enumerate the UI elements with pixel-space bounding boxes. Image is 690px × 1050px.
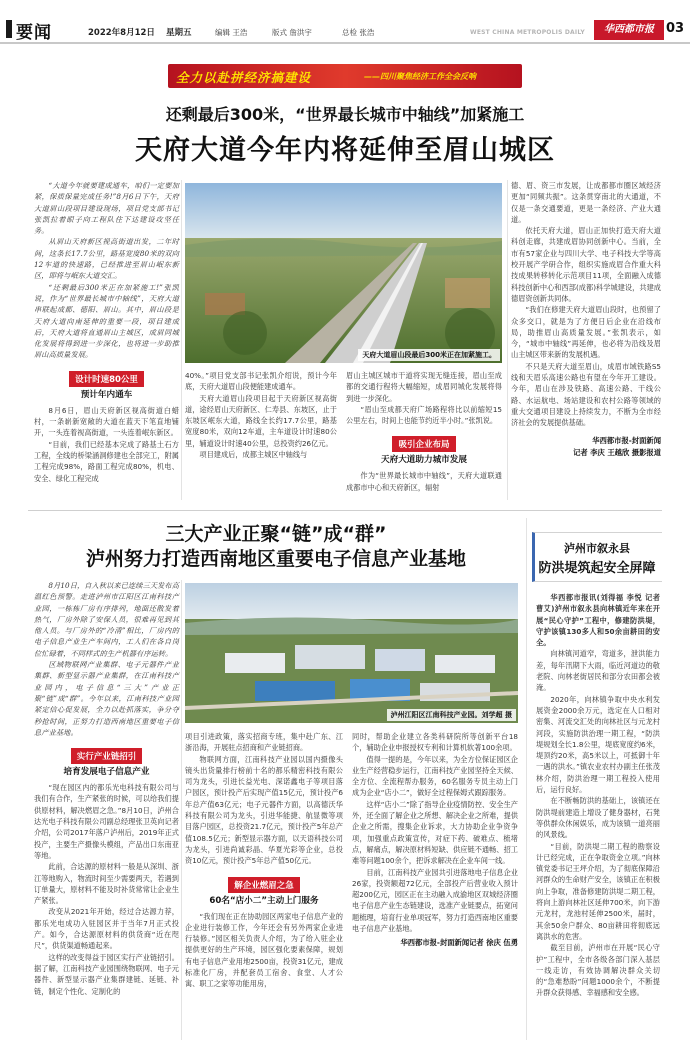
story1-col1-para: “还剩最后300米正在加紧施工!”张凯说，作为“世界最长城市中轴线”，天府大道串联起成都、德阳、眉山。其中，眉山段是天府大道向南延伸的重要一段，项目建成后，天府大道将直通眉山主城区，成眉同城化发展将得到进一步深化，也将进一步助推眉山高质量发展。 — [34, 282, 179, 360]
header-date: 2022年8月12日 — [88, 28, 155, 38]
column-divider — [507, 180, 508, 500]
industrial-park-photo-illustration — [185, 583, 518, 723]
story2-col1 — [34, 580, 179, 997]
story1-col4-para: 不只是天府大道至眉山，成眉市域铁路S5线和天眉乐高速公路也有望在今年开工建设。今年，眉山在涉及铁路、高速公路、干线公路、水运航电、场站建设和农村公路等领域的重大交通项目建设上持续发力，不断为全市经济社会的发展提供基础。 — [511, 361, 661, 428]
story1-kicker: 还剩最后300米，“世界最长城市中轴线”加紧施工 — [165, 105, 525, 124]
column-divider — [181, 180, 182, 500]
story1-subhead2-label: 吸引企业布局 — [392, 436, 455, 452]
story1-col4-para: 德、眉、资三市发展，让成都都市圈区域经济更加“同频共振”。这条贯穿南北的大通道，不仅是一条交通要道，更是一条经济、产业大通道。 — [511, 181, 661, 224]
story3-headline1: 泸州市叙永县 — [564, 542, 630, 555]
story1-col2-para: 项目建成后，成都主城区中轴线与 — [199, 450, 308, 460]
story2-col2-para: 项目引进政策，落实招商专班，集中赴广东、江浙沿海，开展驻点招商和产业链招商。 — [185, 732, 343, 753]
story1-subhead1-label: 设计时速80公里 — [69, 371, 144, 387]
story2-subhead2: 60名“店小二”主动上门服务 — [209, 895, 319, 906]
story2-photo-caption: 泸州江阳区江南科技产业园。刘学超 摄 — [387, 709, 516, 721]
column-divider — [181, 580, 182, 1040]
banner-title: 全力以赴拼经济搞建设 — [176, 70, 312, 85]
story2-col3-para: 这样“店小二”除了指导企业疫情防控、安全生产外，还全面了解企业之所想、解决企业之所难，提供企业之所需，搜集企业诉求，大力协助企业争资争项，加强重点政策宣传，对症下药、破难点、梳堵点，解痛点，解决原材料短缺、供应链不通畅、招工难等问题100余个，把诉求解决在企业车间一线。 — [352, 799, 518, 866]
story2-col1b-para: 这样的改变得益于园区实行产业链招引。据了解，江南科技产业园围绕物联网、电子元器件、新型显示器产业集群建链、延链、补链，制定个性化、定制化的 — [34, 952, 179, 996]
story1-col1-para: “大道今年就要建成通车，咱们一定要加紧，保质保量完成任务!”8月6日下午，天府大道眉山段项目建设现场，项目党支部书记张凯拉着眼子向工程队住下达建设攻坚任务。 — [34, 181, 179, 236]
story2-col1b-para: 改变从2021年开始，经过合达源力荐，都乐光电成功入驻园区并于当年7月正式投产。如今，合达源原材料的供货商“近在咫尺”，供货渠道畅通起来。 — [34, 907, 179, 951]
story2-col3-para: 值得一提的是，今年以来，为全方位保证园区企业生产经营稳步运行，江南科技产业园坚持全天候、全方位、全流程帮办服务，60名服务专员主动上门成为企业“店小二”，做好全过程保姆式跟踪服务。 — [352, 754, 518, 798]
story2-col2-para: 物联网方面，江南科技产业园以国内摄像头镜头出货量排行榜前十名的都乐精密科技有限公司为龙头，引进长益光电、深诺鑫电子等项目落户园区，预计投产后实现产值15亿元，预计投产6年总产值63亿元；电子元器件方面，以高德沃华科技有限公司为龙头，引进华能捷、航显微等项目落户园区，总投资21.7亿元，预计投产5年总产值108.5亿元；新型显示器方面，以天语科技公司为龙头，引进尚诚彩晶、华夏光彩等企业，总投资10亿元，预计投产5年总产值50亿元。 — [185, 754, 343, 866]
story2-headline2: 泸州努力打造西南地区重要电子信息产业基地 — [85, 548, 466, 570]
story1-byline-outlet: 华西都市报-封面新闻 — [592, 435, 661, 445]
story2-col3-para: 目前，江南科技产业园共引进落地电子信息企业26家，投资额超72亿元，全部投产后营业收入预计超200亿元，园区正在主动融入成渝地区双城经济圈电子信息产业生态链建设，选准产业链要点，拓宽问题梳理，培育行业单项冠军，努力打造西南地区重要电子信息产业基地。 — [352, 867, 518, 934]
story2-subhead1: 培育发展电子信息产业 — [63, 767, 150, 778]
story3-para: 2020年，向林镇争取中央水利发展资金2000余万元，选定在人口相对密集、河流交汇处的向林社区与元龙村河段，实施防洪治理一期工程，“防洪堤规划全长1.8公里，堤底宽度约6米，堤顶约20米，高5米以上，可抵御十年一遇的洪水。”镇农业农村办副主任张茂林介绍，防洪治理一期工程投入使用后，运行良好。 — [536, 694, 660, 795]
story3-headline2: 防洪堤筑起安全屏障 — [538, 561, 656, 576]
column-divider — [526, 518, 527, 1040]
story1-subhead2: 天府大道助力城市发展 — [381, 455, 467, 466]
story2-byline: 华西都市报-封面新闻记者 徐庆 伍勇 — [400, 938, 518, 948]
newspaper-logo: 华西都市报 — [594, 20, 664, 40]
story1-col4 — [511, 180, 661, 459]
header-layout-editor: 版式 詹洪宇 — [272, 28, 312, 37]
header-side-bar — [6, 20, 12, 38]
story-separator — [28, 510, 662, 511]
story1-byline — [511, 435, 661, 459]
road-photo-illustration — [185, 183, 502, 363]
story2-col1-para: 区域物联网产业集群、电子元器件产业集群、新型显示器产业集群，在江南科技产业园内，电子信息“三大”产业正聚“链”成“群”。今年以来，江南科技产业园紧定信心促发展，全力以赴抓落实，争分夺秒抢时间，正努力打造西南地区重要电子信息产业基地。 — [34, 660, 179, 737]
story1-col1b-para: “目前，我们已经基本完成了路基土石方工程，全线的桥梁涵洞修建也全部完工，附属工程完成98%，路面工程完成80%，机电、安全、绿化工程完成 — [34, 439, 179, 483]
page-header — [0, 0, 690, 44]
story1-byline-reporters: 记者 李庆 王越欣 摄影报道 — [573, 447, 661, 457]
story2-photo-park — [185, 583, 518, 723]
story2-col2 — [185, 731, 343, 990]
story3-box — [532, 520, 662, 1040]
story3-para: 华西都市报讯(刘得福 李悦 记者 曹艾)泸州市叙永县向林镇近年来在开展“民心守护”工程中，修建防洪堤，守护该镇130多人和50余亩耕田的安全。 — [536, 593, 660, 648]
header-english-name: WEST CHINA METROPOLIS DAILY — [470, 29, 585, 36]
topic-banner — [168, 64, 522, 88]
banner-subtitle: ——四川聚焦经济工作全会反响 — [364, 72, 476, 81]
story3-para: 在不断畅防洪的基础上，该镇还在防洪堤前建造上增设了健身器材，石凳等供群众休闲娱乐，成为该镇一道亮丽的风景线。 — [536, 796, 660, 840]
story1-col3b-para: 作为“世界最长城市中轴线”，天府大道联通成都市中心和天府新区，辐射 — [346, 471, 502, 492]
story1-col1-para: 从眉山天府新区视高街道出发，二年时间，这条长17.7公里，路基宽度80米的双向12车道的快速路，已经推进至眉山岷东新区，即将与岷东大道交汇。 — [34, 237, 179, 281]
story2-col3 — [352, 731, 518, 948]
story1-subhead1: 预计年内通车 — [80, 389, 133, 400]
story2-subhead2-label: 解企业燃眉之急 — [228, 877, 300, 893]
story1-col2-para: 天府大道眉山段项目起于天府新区视高街道，途经眉山天府新区、仁寿县、东坡区，止于东坡区岷东大道，路线全长约17.7公里，路基宽度80米，双向12车道，主车道设计时速80公里，辅道设计时速40公里，总投资约26亿元。 — [185, 393, 337, 448]
story1-photo-road — [185, 183, 502, 363]
story2-headline1: 三大产业正聚“链”成“群” — [165, 523, 387, 545]
story1-col1b-para: 8月6日，眉山天府新区视高街道白蜡村，一条崭新宽敞的大道在蓝天下笔直地铺开，一头连着视高街道，一头连着岷东新区。 — [34, 405, 179, 438]
story2-col3-para: 同时，帮助企业建立各类科研院所等创新平台18个，辅助企业申报授权专利和计算机软著100余项。 — [352, 732, 518, 753]
story2-col1-para: 8月10日，自入秋以来已连续三天发布高温红色预警。走进泸州市江阳区江南科技产业园，一栋栋厂房有序排列，地面还散发着热气，厂房外除了安保人员，很难再见到其他人员。与厂房外的“冷清”相比，厂房内的电子信息产业生产车间内，工人们在各自岗位忙碌着，不同样式的生产机器有序运转。 — [34, 581, 180, 658]
story2-subhead1-label: 实行产业链招引 — [71, 748, 143, 764]
story1-col2-para: 40%。”项目党支部书记张凯介绍说，预计今年底，天府大道眉山段便能建成通车。 — [185, 371, 337, 392]
story2-col1b-para: “现在园区内的都乐光电科技有限公司与我们有合作，生产紧张的时候，可以给我们提供原材料，解决燃眉之急。”8月10日，泸州合达光电子科技有限公司副总经理张卫英向记者介绍，公司2017年落户泸州后，2019年正式投产，主要生产摄像头模组，产品出口东南亚等地。 — [34, 783, 179, 860]
story1-col2 — [185, 370, 337, 460]
story3-body — [536, 592, 660, 999]
story2-col2b-para: “我们现在正在协助园区两家电子信息产业的企业进行装修工作，今年还会有另外两家企业进行装修。”园区相关负责人介绍，为了给入驻企业提供更好的生产环境，园区强化要素保障，规划有电子信息产业用地2500亩，投资31亿元，建成标准化厂房，并配套员工宿舍、食堂、人才公寓、职工之家等功能用房， — [185, 911, 343, 989]
header-editor: 编辑 王浩 — [215, 28, 248, 37]
story3-para: 向林镇河道窄，弯道多，泄洪能力差，每年汛期下大雨，临近河道边的敬老院、向林老街居民和部分农田都会被淹。 — [536, 649, 660, 693]
story1-col4-para: 依托天府大道，眉山正加快打造天府大道科创走廊，共建成眉协同创新中心。当前，全市有57家企业与四川大学、电子科技大学等高校开展产学研合作，组织实施成眉合作重大科技成果转移转化示范项目11项，全面融入成德科技创新中心和西部(成都)科学城建设，共建成德眉资创新共同体。 — [511, 226, 661, 303]
header-checker: 总检 张浩 — [342, 28, 375, 37]
story3-para: “目前，防洪堤二期工程的勘察设计已经完成，正在争取资金立项。”向林镇党委书记王坪介绍，为了彻底保障沿河群众的生命财产安全，该镇正在积极向上争取，准备修建防洪堤二期工程，将向上游向林社区延伸700米，向下游元龙村，龙池村延伸2500米，届时，其余50余户群众、80亩耕田将彻底远离洪水的危害。 — [536, 841, 660, 941]
story1-col3 — [346, 370, 502, 493]
header-weekday: 星期五 — [166, 28, 192, 38]
story1-col3-para: “眉山至成都天府广场路程将比以前缩短15公里左右，时间上也能节约近半小时。”张凯说。 — [346, 404, 502, 426]
story2-col1b-para: 此前，合达源的原材料一般是从深圳、浙江等地购入，物流时间至少需要两天，若遇到订单量大，原材料不能及时补货常常让企业生产紧张。 — [34, 862, 179, 906]
story1-col4-para: “我们在修建天府大道眉山段时，也预留了众多交口，就是为了方便日后企业在沿线布局，助推眉山高质量发展。”张凯表示，如今，“城市中轴线”再延伸，也必将为沿线及眉山主城区带来新的发展机遇。 — [511, 305, 661, 360]
page-number: 03 — [666, 21, 685, 36]
story1-col1 — [34, 180, 179, 484]
section-title: 要闻 — [16, 23, 52, 43]
story1-headline: 天府大道今年内将延伸至眉山城区 — [135, 135, 555, 166]
story3-para: 截至目前，泸州市在开展“民心守护”工程中，全市各级各部门深入基层一线走访，有效协调解决群众关切的“急难愁盼”问题1000余个，不断提升群众获得感、幸福感和安全感。 — [536, 943, 660, 998]
story1-photo-caption: 天府大道眉山段最后300米正在加紧施工。 — [358, 349, 500, 361]
story1-col3-para: 眉山主城区城市干道将实现无缝连接，眉山至成都的交通行程将大幅缩短，成眉同城化发展将得到进一步深化。 — [346, 371, 502, 403]
